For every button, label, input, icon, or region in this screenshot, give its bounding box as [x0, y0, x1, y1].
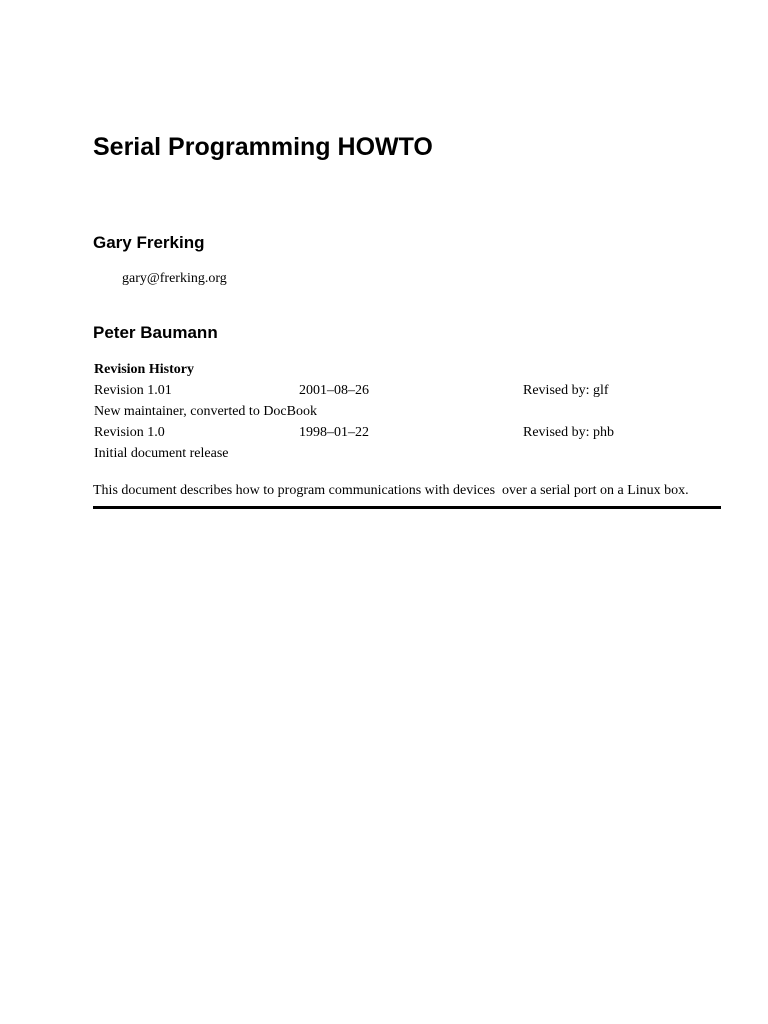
revision-author: Revised by: phb: [523, 425, 614, 440]
revision-history-heading: Revision History: [94, 362, 194, 377]
author-email: gary@frerking.org: [122, 271, 227, 286]
revision-remark: Initial document release: [94, 446, 229, 461]
horizontal-rule: [93, 506, 721, 509]
author-name: Peter Baumann: [93, 323, 218, 342]
document-abstract: This document describes how to program communications with devices over a serial port on a Linux box.: [93, 483, 689, 498]
revision-row: [94, 424, 714, 442]
revision-remark: New maintainer, converted to DocBook: [94, 404, 317, 419]
author-name: Gary Frerking: [93, 233, 205, 252]
revision-author: Revised by: glf: [523, 383, 609, 398]
revision-date: 2001–08–26: [299, 383, 369, 398]
revision-number: Revision 1.0: [94, 425, 165, 440]
document-title: Serial Programming HOWTO: [93, 133, 433, 161]
revision-date: 1998–01–22: [299, 425, 369, 440]
revision-row: [94, 382, 714, 400]
revision-number: Revision 1.01: [94, 383, 172, 398]
